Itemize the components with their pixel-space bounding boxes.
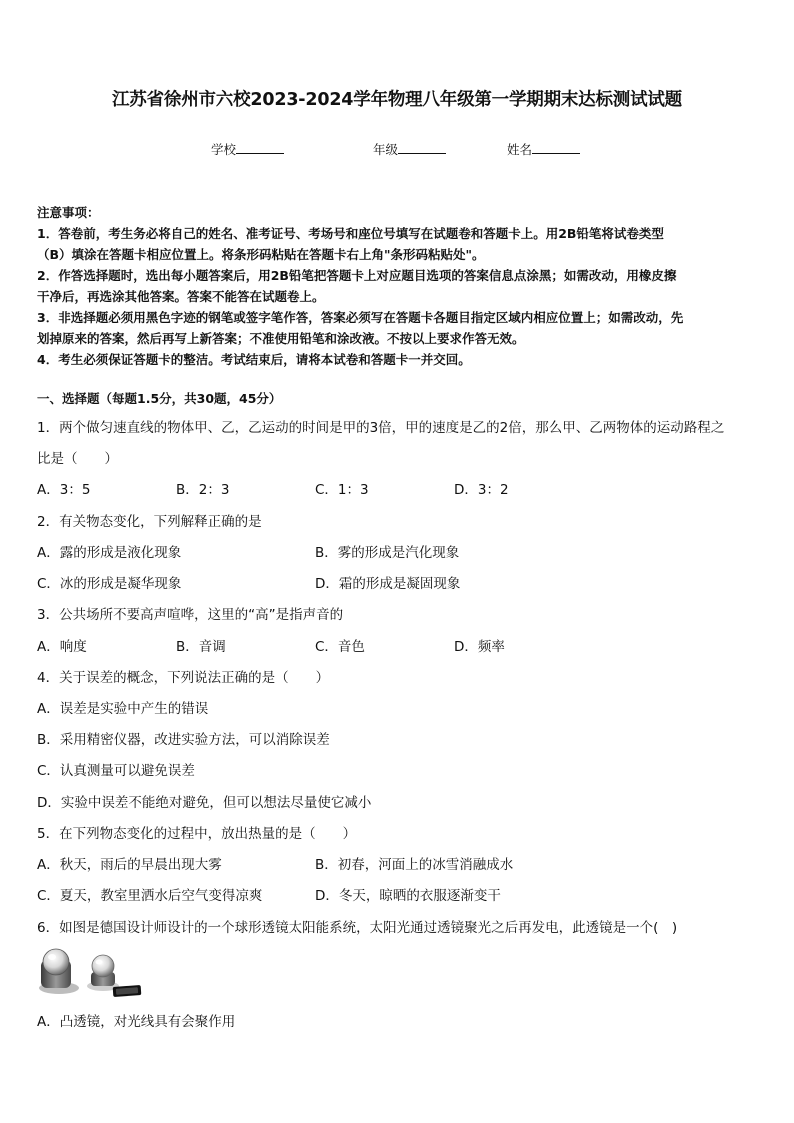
q2-option-a[interactable]: A．露的形成是液化现象 bbox=[37, 545, 182, 561]
q6-option-a[interactable]: A．凸透镜，对光线具有会聚作用 bbox=[37, 1014, 236, 1030]
q2-option-c[interactable]: C．冰的形成是凝华现象 bbox=[37, 576, 182, 592]
note-line: 干净后，再选涂其他答案。答案不能答在试题卷上。 bbox=[37, 289, 325, 304]
question-2-stem: 2．有关物态变化，下列解释正确的是 bbox=[37, 514, 262, 530]
q3-option-b[interactable]: B．音调 bbox=[176, 639, 226, 655]
note-line: （B）填涂在答题卡相应位置上。将条形码粘贴在答题卡右上角"条形码粘贴处"。 bbox=[37, 247, 485, 262]
q4-option-d[interactable]: D．实验中误差不能绝对避免，但可以想法尽量使它减小 bbox=[37, 795, 372, 811]
q4-option-c[interactable]: C．认真测量可以避免误差 bbox=[37, 763, 195, 779]
question-1-stem: 1．两个做匀速直线的物体甲、乙，乙运动的时间是甲的3倍，甲的速度是乙的2倍，那么甲、乙两物体的运动路程之 bbox=[37, 420, 725, 436]
school-blank[interactable] bbox=[236, 141, 284, 154]
grade-label: 年级 bbox=[373, 142, 399, 157]
q5-option-b[interactable]: B．初春，河面上的冰雪消融成水 bbox=[315, 857, 514, 873]
school-field[interactable] bbox=[211, 140, 284, 158]
question-6-stem: 6．如图是德国设计师设计的一个球形透镜太阳能系统，太阳光通过透镜聚光之后再发电，此透镜是一个( ) bbox=[37, 920, 678, 936]
notes-heading: 注意事项： bbox=[37, 205, 100, 220]
q5-option-c[interactable]: C．夏天，教室里洒水后空气变得凉爽 bbox=[37, 888, 263, 904]
note-line: 4．考生必须保证答题卡的整洁。考试结束后，请将本试卷和答题卡一并交回。 bbox=[37, 352, 471, 367]
section-heading: 一、选择题（每题1.5分，共30题，45分） bbox=[37, 391, 282, 406]
page-title: 江苏省徐州市六校2023-2024学年物理八年级第一学期期末达标测试试题 bbox=[112, 90, 682, 110]
name-blank[interactable] bbox=[532, 141, 580, 154]
grade-field[interactable] bbox=[373, 140, 446, 158]
q3-option-c[interactable]: C．音色 bbox=[315, 639, 365, 655]
q3-option-a[interactable]: A．响度 bbox=[37, 639, 87, 655]
q2-option-b[interactable]: B．雾的形成是汽化现象 bbox=[315, 545, 460, 561]
solar-lens-figure bbox=[37, 946, 145, 998]
phone-icon bbox=[113, 985, 142, 997]
name-label: 姓名 bbox=[507, 142, 533, 157]
q1-option-a[interactable]: A．3：5 bbox=[37, 482, 91, 498]
name-field[interactable] bbox=[507, 140, 580, 158]
q1-option-d[interactable]: D．3：2 bbox=[454, 482, 509, 498]
q5-option-a[interactable]: A．秋天，雨后的早晨出现大雾 bbox=[37, 857, 222, 873]
q1-option-b[interactable]: B．2：3 bbox=[176, 482, 230, 498]
q2-option-d[interactable]: D．霜的形成是凝固现象 bbox=[315, 576, 461, 592]
grade-blank[interactable] bbox=[398, 141, 446, 154]
question-5-stem: 5．在下列物态变化的过程中，放出热量的是（ ） bbox=[37, 826, 357, 842]
q1-option-c[interactable]: C．1：3 bbox=[315, 482, 369, 498]
q4-option-b[interactable]: B．采用精密仪器，改进实验方法，可以消除误差 bbox=[37, 732, 330, 748]
note-line: 3．非选择题必须用黑色字迹的钢笔或签字笔作答，答案必须写在答题卡各题目指定区域内相应位置上；如需改动，先 bbox=[37, 310, 684, 325]
note-line: 划掉原来的答案，然后再写上新答案；不准使用铅笔和涂改液。不按以上要求作答无效。 bbox=[37, 331, 525, 346]
note-line: 2．作答选择题时，选出每小题答案后，用2B铅笔把答题卡上对应题目选项的答案信息点涂黑；如需改动，用橡皮擦 bbox=[37, 268, 677, 283]
question-4-stem: 4．关于误差的概念，下列说法正确的是（ ） bbox=[37, 670, 330, 686]
q5-option-d[interactable]: D．冬天，晾晒的衣服逐渐变干 bbox=[315, 888, 501, 904]
question-3-stem: 3．公共场所不要高声喧哗，这里的“高”是指声音的 bbox=[37, 607, 344, 623]
note-line: 1．答卷前，考生务必将自己的姓名、准考证号、考场号和座位号填写在试题卷和答题卡上。用2B铅笔将试卷类型 bbox=[37, 226, 664, 241]
solar-device-right bbox=[87, 955, 119, 991]
q4-option-a[interactable]: A．误差是实验中产生的错误 bbox=[37, 701, 209, 717]
q3-option-d[interactable]: D．频率 bbox=[454, 639, 505, 655]
school-label: 学校 bbox=[211, 142, 237, 157]
question-1-stem-cont: 比是（ ） bbox=[37, 451, 118, 467]
solar-device-left bbox=[39, 949, 79, 994]
